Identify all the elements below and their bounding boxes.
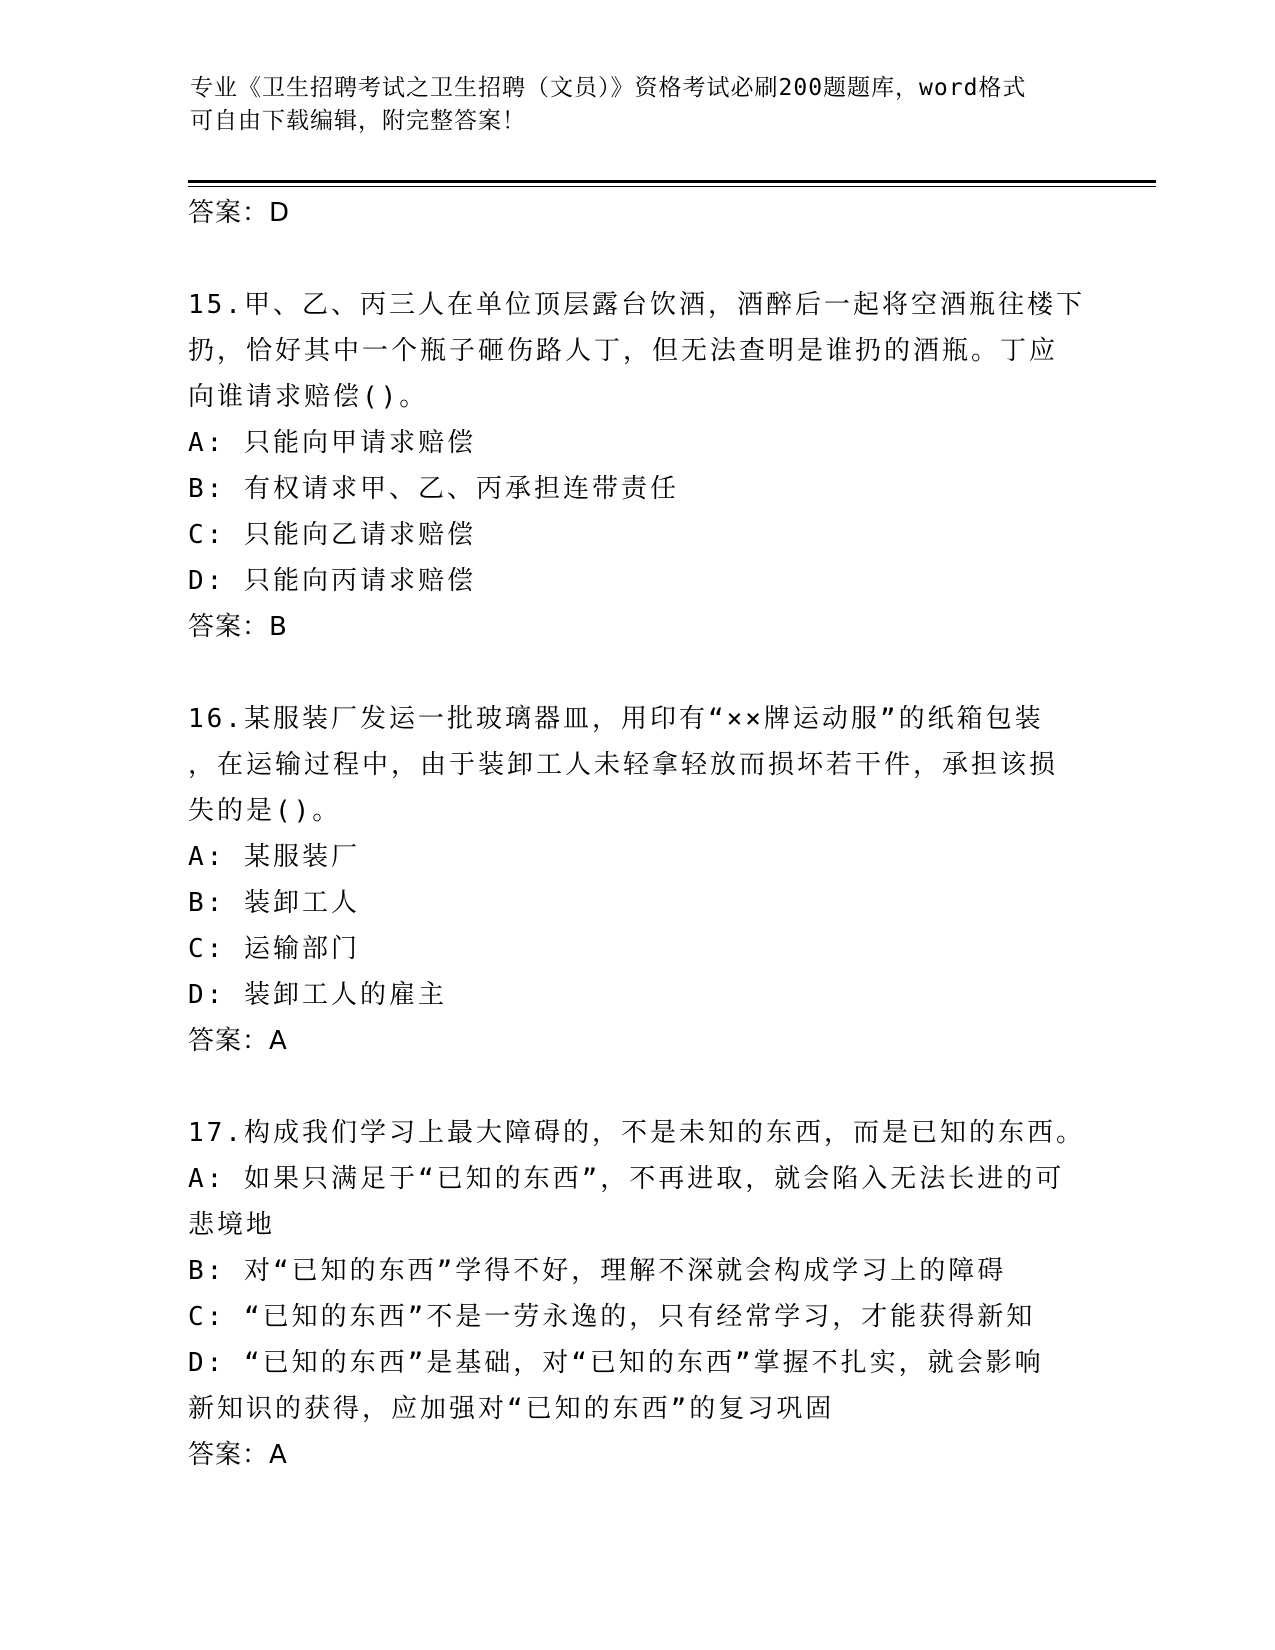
option-b <box>188 466 1088 512</box>
spacer <box>188 236 1088 282</box>
option-text: 对“已知的东西”学得不好，理解不深就会构成学习上的障碍 <box>243 1256 1007 1286</box>
option-letter: A: <box>188 428 226 458</box>
document-header <box>190 72 1090 138</box>
option-a <box>188 420 1088 466</box>
option-letter: C: <box>188 1302 226 1332</box>
option-c <box>188 926 1088 972</box>
option-letter: A: <box>188 842 226 872</box>
option-text: 装卸工人 <box>243 888 360 918</box>
option-text: 只能向丙请求赔偿 <box>243 566 476 596</box>
question-17 <box>188 1110 1088 1478</box>
question-stem-line: 扔，恰好其中一个瓶子砸伤路人丁，但无法查明是谁扔的酒瓶。丁应 <box>188 336 1059 366</box>
question-stem-line: 失的是()。 <box>188 796 342 826</box>
option-letter: C: <box>188 520 226 550</box>
option-text: 有权请求甲、乙、丙承担连带责任 <box>243 474 679 504</box>
option-text: 运输部门 <box>243 934 360 964</box>
answer-line: 答案：A <box>188 1440 288 1470</box>
option-a <box>188 834 1088 880</box>
option-text: 只能向乙请求赔偿 <box>243 520 476 550</box>
question-stem-line: ，在运输过程中，由于装卸工人未轻拿轻放而损坏若干件，承担该损 <box>188 750 1059 780</box>
option-d <box>188 972 1088 1018</box>
question-stem-line: 向谁请求赔偿()。 <box>188 382 429 412</box>
option-letter: D: <box>188 1348 226 1378</box>
question-stem-line: 15.甲、乙、丙三人在单位顶层露台饮酒，酒醉后一起将空酒瓶往楼下 <box>188 290 1085 320</box>
option-text: 某服装厂 <box>243 842 360 872</box>
header-rule-thick <box>188 180 1156 183</box>
header-title-line-1: 专业《卫生招聘考试之卫生招聘（文员）》资格考试必刷200题题库，word格式 <box>190 75 1027 101</box>
option-a-continuation: 悲境地 <box>188 1210 276 1240</box>
option-letter: B: <box>188 474 226 504</box>
header-title-line-2: 可自由下载编辑，附完整答案！ <box>190 108 526 134</box>
option-a <box>188 1156 1088 1202</box>
question-stem-line: 16.某服装厂发运一批玻璃器皿，用印有“××牌运动服”的纸箱包装 <box>188 704 1044 734</box>
option-b <box>188 1248 1088 1294</box>
question-stem-line: 17.构成我们学习上最大障碍的，不是未知的东西，而是已知的东西。 <box>188 1118 1085 1148</box>
answer-line: 答案：A <box>188 1026 288 1056</box>
header-rule-thin <box>188 186 1156 187</box>
option-letter: D: <box>188 566 226 596</box>
option-d-continuation: 新知识的获得，应加强对“已知的东西”的复习巩固 <box>188 1394 835 1424</box>
option-c <box>188 1294 1088 1340</box>
option-letter: B: <box>188 888 226 918</box>
option-text: 如果只满足于“已知的东西”，不再进取，就会陷入无法长进的可 <box>243 1164 1065 1194</box>
question-16 <box>188 696 1088 1064</box>
answer-line: 答案：B <box>188 612 288 642</box>
option-c <box>188 512 1088 558</box>
option-text: 装卸工人的雇主 <box>243 980 447 1010</box>
option-d <box>188 558 1088 604</box>
option-b <box>188 880 1088 926</box>
option-text: “已知的东西”是基础，对“已知的东西”掌握不扎实，就会影响 <box>243 1348 1044 1378</box>
spacer <box>188 650 1088 696</box>
question-15 <box>188 282 1088 650</box>
option-text: 只能向甲请求赔偿 <box>243 428 476 458</box>
spacer <box>188 1064 1088 1110</box>
option-letter: C: <box>188 934 226 964</box>
option-letter: B: <box>188 1256 226 1286</box>
question-list <box>188 190 1088 1478</box>
option-text: “已知的东西”不是一劳永逸的，只有经常学习，才能获得新知 <box>243 1302 1036 1332</box>
option-letter: A: <box>188 1164 226 1194</box>
previous-answer: 答案：D <box>188 198 291 228</box>
option-letter: D: <box>188 980 226 1010</box>
option-d <box>188 1340 1088 1386</box>
